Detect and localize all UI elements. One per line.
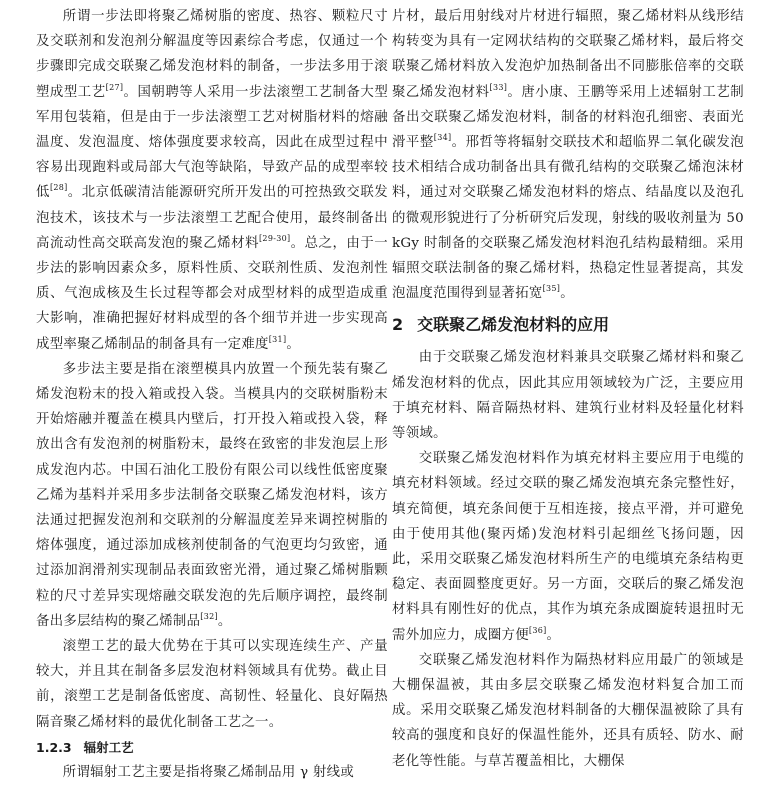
section-heading xyxy=(392,312,744,338)
paragraph-rotomolding-advantage xyxy=(36,634,388,735)
paragraph-one-step-method xyxy=(36,4,388,357)
citation: [28] xyxy=(49,183,68,193)
section-title: 交联聚乙烯发泡材料的应用 xyxy=(417,315,610,335)
text-run: 。 xyxy=(546,627,561,643)
text-run: 由于交联聚乙烯发泡材料兼具交联聚乙烯材料和聚乙烯发泡材料的优点，因此其应用领域较为广泛，主要应用于填充材料、隔音隔热材料、建筑行业材料及轻量化材料等领域。 xyxy=(392,350,744,442)
citation: [35] xyxy=(542,284,561,294)
section-number: 2 xyxy=(392,315,404,335)
text-run: 。 xyxy=(217,613,232,629)
citation: [33] xyxy=(489,82,508,92)
paragraph-filler-material xyxy=(392,446,744,648)
text-run: 片材，最后用射线对片材进行辐照，聚乙烯材料从线形结构转变为具有一定网状结构的交联聚乙烯材料，最后将交联聚乙烯材料放入发泡炉加热制备出不同膨胀倍率的交联聚乙烯发泡材料 xyxy=(392,9,744,100)
paragraph-radiation-process xyxy=(36,760,388,785)
citation: [31] xyxy=(268,334,287,344)
text-run: 所谓辐射工艺主要是指将聚乙烯制品用 γ 射线或 xyxy=(62,764,355,780)
subsection-heading xyxy=(36,735,388,760)
text-run: 滚塑工艺的最大优势在于其可以实现连续生产、产量较大，并且其在制备多层发泡材料领域具有优势。截止目前，滚塑工艺是制备低密度、高韧性、轻量化、良好隔热隔音聚乙烯材料的最优化制备工艺之一。 xyxy=(36,639,388,730)
text-run: 。北京低碳清洁能源研究所开发出的可控热致交联发泡技术，该技术与一步法滚塑工艺配合使用，最终制备出高流动性高交联高发泡的聚乙烯材料 xyxy=(36,185,388,251)
text-run: 交联聚乙烯发泡材料作为隔热材料应用最广的领域是大棚保温被，其由多层交联聚乙烯发泡材料复合加工而成。采用交联聚乙烯发泡材料制备的大棚保温被除了具有较高的强度和良好的保温性能外，还具有质轻、防水、耐老化等性能。与草苫覆盖相比，大棚保 xyxy=(392,652,744,769)
text-run: 。总之，由于一步法的影响因素众多，原料性质、交联剂性质、发泡剂性质、气泡成核及生长过程等都会对成型材料的成型造成重大影响，准确把握好材料成型的各个细节并进一步实现高成型率聚乙烯制品的制备具有一定难度 xyxy=(36,235,388,352)
citation: [32] xyxy=(200,611,218,621)
citation: [36] xyxy=(528,625,547,635)
citation: [27] xyxy=(105,82,124,92)
paragraph-multi-step-method xyxy=(36,357,388,634)
paragraph-applications-intro xyxy=(392,345,744,446)
citation: [34] xyxy=(433,133,452,143)
text-run: 。 xyxy=(560,286,574,302)
text-run: 。邢哲等将辐射交联技术和超临界二氧化碳发泡技术相结合成功制备出具有微孔结构的交联聚乙烯泡沫材料，通过对交联聚乙烯发泡材料的熔点、结晶度以及泡孔的微观形貌进行了分析研究后发现，射线的吸收剂量为 50 kGy 时制备的交联聚乙烯发泡材料泡孔结构最精细。采用辐照交联法制备的聚乙烯材料，热稳定性显著提高，其发泡温度范围得到显著拓宽 xyxy=(392,135,744,302)
paragraph-radiation-continued xyxy=(392,4,744,306)
left-column xyxy=(36,4,388,785)
citation: [29-30] xyxy=(259,233,291,243)
text-run: 交联聚乙烯发泡材料作为填充材料主要应用于电缆的填充材料领域。经过交联的聚乙烯发泡填充条完整性好，填充简便，填充条间便于互相连接，接点平滑，并可避免由于使用其他(聚丙烯)发泡材料引起细丝飞扬问题，因此，采用交联聚乙烯发泡材料所生产的电缆填充条结构更稳定、表面圆整度更好。另一方面，交联后的聚乙烯发泡材料具有刚性好的优点，其作为填充条成圈旋转退扭时无需外加应力，成圈方便 xyxy=(392,451,744,643)
text-run: 多步法主要是指在滚塑模具内放置一个预先装有聚乙烯发泡粉末的投入箱或投入袋。当模具内的交联树脂粉末开始熔融并覆盖在模具内壁后，打开投入箱或投入袋，释放出含有发泡剂的树脂粉末，最终在致密的非发泡层上形成发泡内芯。中国石油化工股份有限公司以线性低密度聚乙烯为基料并采用多步法制备交联聚乙烯发泡材料，该方法通过把握发泡剂和交联剂的分解温度差异来调控树脂的熔体强度，通过添加成核剂使制备的气泡更均匀致密，通过添加润滑剂实现制品表面致密光滑，通过聚乙烯树脂颗粒的尺寸差异实现熔融交联发泡的先后顺序调控，最终制备出多层结构的聚乙烯制品 xyxy=(36,361,388,629)
right-column xyxy=(392,4,744,774)
subsection-title: 辐射工艺 xyxy=(83,739,134,755)
text-run: 。唐小康、王鹏等采用上述辐射工艺制备出交联聚乙烯发泡材料，制备的材料泡孔细密、表面光滑平整 xyxy=(392,84,744,151)
text-run: 所谓一步法即将聚乙烯树脂的密度、热容、颗粒尺寸及交联剂和发泡剂分解温度等因素综合考虑，仅通过一个步骤即完成交联聚乙烯发泡材料的制备，一步法多用于滚塑成型工艺 xyxy=(36,9,388,100)
text-run: 。 xyxy=(286,336,301,352)
text-run: 。国朝聘等人采用一步法滚塑工艺制备大型军用包装箱，但是由于一步法滚塑工艺对树脂材料的熔融温度、发泡温度、熔体强度要求较高，因此在成型过程中容易出现跑料或局部大气泡等缺陷，导致产品的成型率较低 xyxy=(36,84,389,201)
subsection-number: 1.2.3 xyxy=(36,739,72,755)
